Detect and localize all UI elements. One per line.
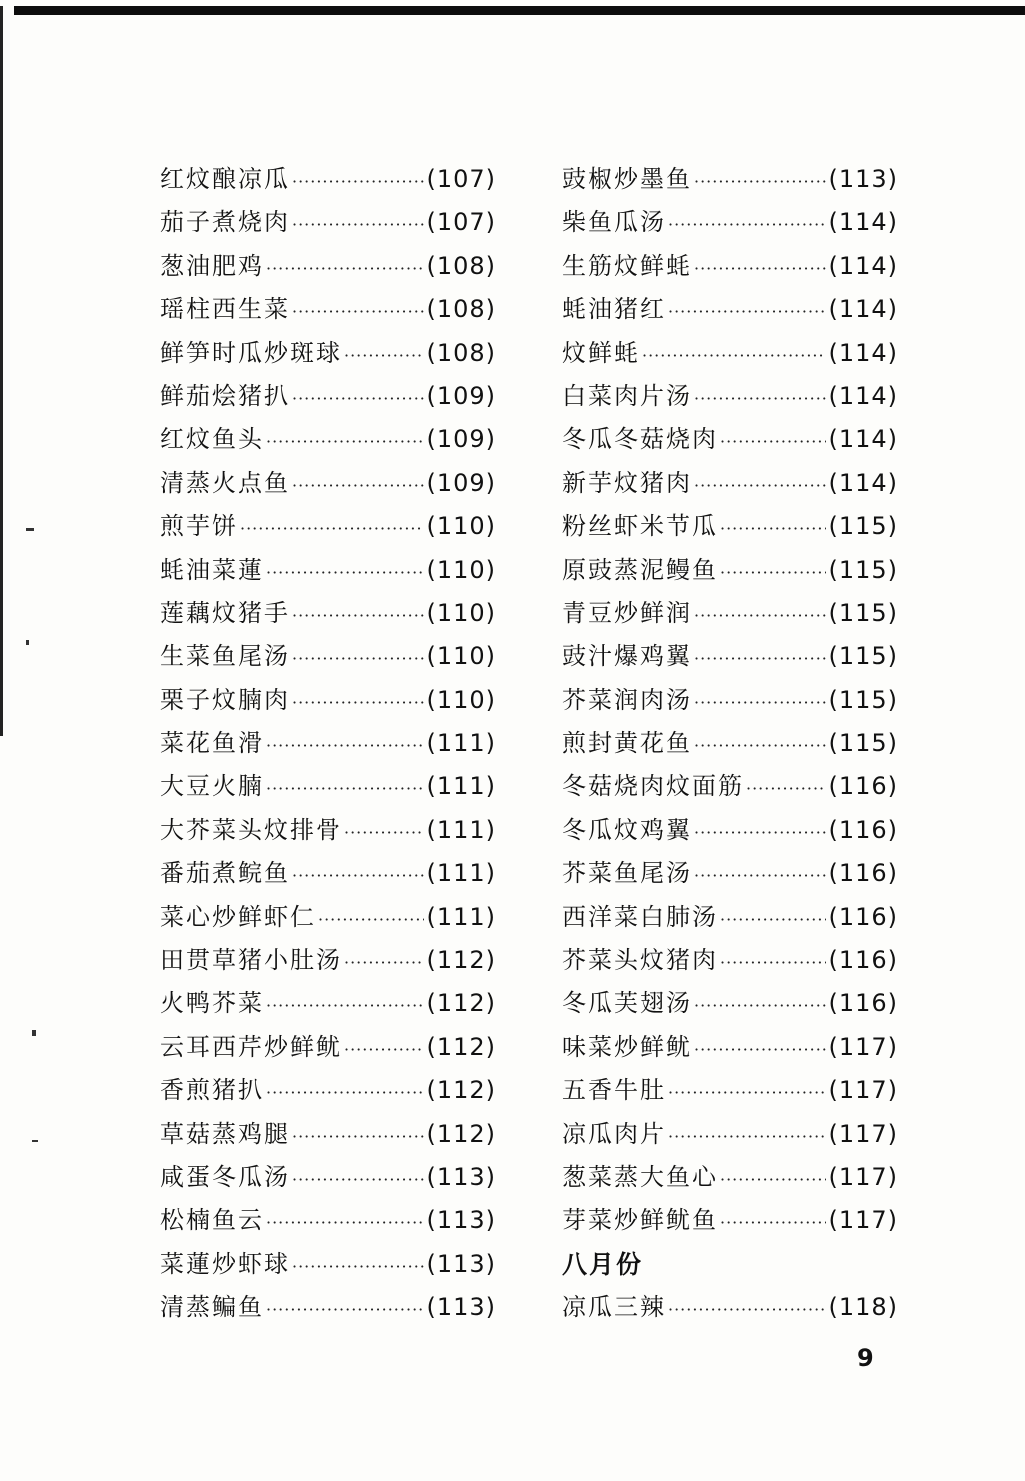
- toc-entry-page: (108): [426, 251, 496, 280]
- toc-entry-title: 番茄煮鲩鱼: [160, 859, 290, 888]
- toc-entry[interactable]: [562, 375, 898, 418]
- toc-entry[interactable]: [160, 939, 496, 982]
- toc-entry-page: (109): [426, 381, 496, 410]
- toc-entry-page: (113): [426, 1293, 496, 1322]
- toc-entry-page: (110): [426, 555, 496, 584]
- scan-speck: [32, 1030, 36, 1036]
- left-binding-rule: [0, 6, 3, 736]
- toc-entry-title: 原豉蒸泥鳗鱼: [562, 555, 718, 584]
- scan-speck: [26, 640, 29, 645]
- toc-entry-page: (116): [828, 772, 898, 801]
- toc-entry[interactable]: [160, 1069, 496, 1112]
- toc-entry-page: (113): [426, 1206, 496, 1235]
- toc-entry[interactable]: [160, 1156, 496, 1199]
- dot-leader: [266, 420, 424, 463]
- section-heading-august: 八月份: [562, 1249, 644, 1279]
- toc-entry-page: (108): [426, 338, 496, 367]
- toc-entry-page: (114): [828, 338, 898, 367]
- toc-entry-page: (111): [426, 902, 496, 931]
- dot-leader: [694, 854, 826, 897]
- dot-leader: [694, 464, 826, 507]
- toc-entry-page: (113): [828, 165, 898, 193]
- toc-entry-page: (114): [828, 208, 898, 237]
- toc-entry-title: 葱菜蒸大鱼心: [562, 1162, 718, 1191]
- toc-entry-title: 红炆酿凉瓜: [160, 165, 290, 193]
- dot-leader: [266, 1288, 424, 1331]
- toc-entry-page: (116): [828, 946, 898, 975]
- toc-entry-title: 豉椒炒墨鱼: [562, 165, 692, 193]
- scan-speck: [26, 528, 34, 531]
- toc-entry-page: (113): [426, 1162, 496, 1191]
- toc-right-entries: [562, 158, 898, 1243]
- toc-entry[interactable]: [562, 1026, 898, 1069]
- toc-entry-title: 芥菜润肉汤: [562, 685, 692, 714]
- toc-entry[interactable]: [562, 1286, 898, 1329]
- dot-leader: [266, 247, 424, 290]
- toc-entry-title: 生筋炆鲜蚝: [562, 251, 692, 280]
- toc-entry-page: (109): [426, 425, 496, 454]
- toc-entry-page: (111): [426, 815, 496, 844]
- toc-entry-title: 冬瓜冬菇烧肉: [562, 425, 718, 454]
- toc-entry[interactable]: [562, 896, 898, 939]
- toc-entry-page: (114): [828, 425, 898, 454]
- dot-leader: [344, 334, 424, 377]
- toc-entry[interactable]: [562, 245, 898, 288]
- toc-entry-title: 草菇蒸鸡腿: [160, 1119, 290, 1148]
- toc-entry-page: (115): [828, 685, 898, 714]
- toc-entry[interactable]: [562, 288, 898, 331]
- toc-entry-page: (108): [426, 295, 496, 324]
- toc-entry-title: 西洋菜白肺汤: [562, 902, 718, 931]
- toc-entry[interactable]: [562, 765, 898, 808]
- toc-entry-page: (114): [828, 251, 898, 280]
- toc-entry-page: (112): [426, 1119, 496, 1148]
- toc-entry-page: (109): [426, 468, 496, 497]
- toc-entry[interactable]: [562, 462, 898, 505]
- toc-entry-title: 生菜鱼尾汤: [160, 642, 290, 671]
- dot-leader: [694, 724, 826, 767]
- dot-leader: [240, 507, 424, 550]
- toc-entry-title: 松楠鱼云: [160, 1206, 264, 1235]
- toc-entry[interactable]: [160, 505, 496, 548]
- toc-entry-page: (114): [828, 381, 898, 410]
- dot-leader: [292, 594, 424, 637]
- toc-entry-title: 凉瓜三辣: [562, 1293, 666, 1322]
- toc-entry[interactable]: [160, 722, 496, 765]
- dot-leader: [668, 1115, 826, 1158]
- dot-leader: [720, 941, 826, 984]
- toc-entry[interactable]: [562, 592, 898, 635]
- toc-entry-page: (115): [828, 642, 898, 671]
- toc-entry-page: (117): [828, 1076, 898, 1105]
- dot-leader: [720, 898, 826, 941]
- toc-right-column: [562, 158, 898, 1330]
- dot-leader: [668, 290, 826, 333]
- scan-speck: [32, 1140, 38, 1142]
- toc-entry-title: 菜蓮炒虾球: [160, 1249, 290, 1278]
- dot-leader: [292, 290, 424, 333]
- toc-entry-title: 芥菜头炆猪肉: [562, 946, 718, 975]
- dot-leader: [746, 767, 826, 810]
- dot-leader: [668, 203, 826, 246]
- dot-leader: [292, 637, 424, 680]
- toc-entry-title: 冬瓜芙翅汤: [562, 989, 692, 1018]
- toc-entry[interactable]: [160, 1286, 496, 1329]
- dot-leader: [292, 1158, 424, 1201]
- dot-leader: [694, 681, 826, 724]
- toc-entry-page: (114): [828, 295, 898, 324]
- toc-entry-title: 蚝油菜蓮: [160, 555, 264, 584]
- dot-leader: [292, 681, 424, 724]
- toc-entry-title: 豉汁爆鸡翼: [562, 642, 692, 671]
- toc-entry-page: (112): [426, 1076, 496, 1105]
- toc-entry-page: (116): [828, 989, 898, 1018]
- toc-entry-page: (111): [426, 772, 496, 801]
- toc-entry-title: 咸蛋冬瓜汤: [160, 1162, 290, 1191]
- toc-entry[interactable]: [160, 852, 496, 895]
- page-number: 9: [857, 1344, 874, 1372]
- toc-entry-title: 栗子炆腩肉: [160, 685, 290, 714]
- toc-entry[interactable]: [562, 809, 898, 852]
- toc-entry[interactable]: [160, 332, 496, 375]
- toc-entry[interactable]: [160, 288, 496, 331]
- toc-entry[interactable]: [160, 896, 496, 939]
- toc-entry[interactable]: [562, 332, 898, 375]
- toc-entry-page: (114): [828, 468, 898, 497]
- dot-leader: [694, 811, 826, 854]
- toc-entry-page: (117): [828, 1206, 898, 1235]
- dot-leader: [266, 767, 424, 810]
- toc-entry-title: 鲜茄烩猪扒: [160, 381, 290, 410]
- dot-leader: [344, 1028, 424, 1071]
- dot-leader: [720, 1201, 826, 1244]
- toc-entry-page: (118): [828, 1293, 898, 1322]
- toc-entry-title: 清蒸鳊鱼: [160, 1293, 264, 1322]
- toc-entry[interactable]: [562, 939, 898, 982]
- toc-entry-page: (115): [828, 555, 898, 584]
- dot-leader: [694, 247, 826, 290]
- toc-entry-page: (116): [828, 859, 898, 888]
- toc-entry[interactable]: [562, 1113, 898, 1156]
- toc-entry[interactable]: [562, 722, 898, 765]
- toc-entry[interactable]: [160, 592, 496, 635]
- dot-leader: [344, 941, 424, 984]
- toc-entry[interactable]: [160, 375, 496, 418]
- toc-entry[interactable]: [562, 158, 898, 201]
- toc-entry-title: 菜花鱼滑: [160, 729, 264, 758]
- dot-leader: [720, 1158, 826, 1201]
- dot-leader: [668, 1071, 826, 1114]
- toc-entry-page: (116): [828, 815, 898, 844]
- dot-leader: [720, 551, 826, 594]
- toc-entry-title: 冬菇烧肉炆面筋: [562, 772, 744, 801]
- toc-entry[interactable]: [562, 201, 898, 244]
- dot-leader: [694, 1028, 826, 1071]
- toc-entry-page: (107): [426, 208, 496, 237]
- toc-entry-title: 柴鱼瓜汤: [562, 208, 666, 237]
- toc-entry-title: 田贯草猪小肚汤: [160, 946, 342, 975]
- toc-entry-page: (110): [426, 642, 496, 671]
- toc-entry-page: (117): [828, 1119, 898, 1148]
- toc-entry-page: (111): [426, 859, 496, 888]
- toc-entry-page: (115): [828, 512, 898, 541]
- toc-entry-title: 大豆火腩: [160, 772, 264, 801]
- dot-leader: [694, 377, 826, 420]
- toc-entry[interactable]: [160, 418, 496, 461]
- toc-entry[interactable]: [160, 462, 496, 505]
- toc-entry-title: 煎芋饼: [160, 512, 238, 541]
- toc-entry-title: 红炆鱼头: [160, 425, 264, 454]
- toc-entry-title: 凉瓜肉片: [562, 1119, 666, 1148]
- toc-entry[interactable]: [562, 1069, 898, 1112]
- toc-entry-page: (112): [426, 1032, 496, 1061]
- toc-entry[interactable]: [160, 635, 496, 678]
- toc-entry-title: 煎封黄花鱼: [562, 729, 692, 758]
- toc-entry[interactable]: [562, 505, 898, 548]
- toc-entry-title: 瑶柱西生菜: [160, 295, 290, 324]
- toc-entry-title: 五香牛肚: [562, 1076, 666, 1105]
- toc-entry[interactable]: [160, 982, 496, 1025]
- toc-entry[interactable]: [160, 158, 496, 201]
- dot-leader: [642, 334, 826, 377]
- toc-entry-title: 芽菜炒鲜鱿鱼: [562, 1206, 718, 1235]
- toc-entry-title: 炆鲜蚝: [562, 338, 640, 367]
- toc-entry-page: (110): [426, 598, 496, 627]
- dot-leader: [292, 464, 424, 507]
- dot-leader: [694, 984, 826, 1027]
- toc-entry[interactable]: [160, 809, 496, 852]
- toc-entry-page: (113): [426, 1249, 496, 1278]
- toc-entry-title: 芥菜鱼尾汤: [562, 859, 692, 888]
- dot-leader: [694, 160, 826, 203]
- toc-entry-page: (107): [426, 165, 496, 193]
- toc-entry[interactable]: [562, 1199, 898, 1242]
- toc-entry[interactable]: [562, 635, 898, 678]
- toc-entry-title: 清蒸火点鱼: [160, 468, 290, 497]
- toc-entry-page: (117): [828, 1032, 898, 1061]
- toc-entry[interactable]: [160, 549, 496, 592]
- toc-entry[interactable]: [562, 418, 898, 461]
- dot-leader: [266, 724, 424, 767]
- dot-leader: [292, 203, 424, 246]
- toc-entry-title: 菜心炒鲜虾仁: [160, 902, 316, 931]
- top-rule: [14, 6, 1025, 15]
- toc-left-column: [160, 158, 496, 1330]
- dot-leader: [694, 637, 826, 680]
- toc-entry-page: (110): [426, 685, 496, 714]
- dot-leader: [318, 898, 424, 941]
- dot-leader: [266, 551, 424, 594]
- dot-leader: [668, 1288, 826, 1331]
- dot-leader: [292, 160, 424, 203]
- toc-entry[interactable]: [160, 245, 496, 288]
- toc-entry-title: 味菜炒鲜鱿: [562, 1032, 692, 1061]
- toc-entry-page: (111): [426, 729, 496, 758]
- toc-entry-page: (116): [828, 902, 898, 931]
- dot-leader: [292, 854, 424, 897]
- toc-entry-page: (117): [828, 1162, 898, 1191]
- toc-entry[interactable]: [160, 1243, 496, 1286]
- toc-entry-title: 鲜笋时瓜炒斑球: [160, 338, 342, 367]
- toc-entry-title: 新芋炆猪肉: [562, 468, 692, 497]
- toc-right-entries-after-heading: [562, 1286, 898, 1329]
- toc-entry-title: 白菜肉片汤: [562, 381, 692, 410]
- toc-entry-title: 青豆炒鲜润: [562, 598, 692, 627]
- dot-leader: [292, 377, 424, 420]
- toc-entry-title: 莲藕炆猪手: [160, 598, 290, 627]
- toc-entry[interactable]: [562, 982, 898, 1025]
- toc-entry-title: 茄子煮烧肉: [160, 208, 290, 237]
- toc-entry-title: 火鸭芥菜: [160, 989, 264, 1018]
- dot-leader: [720, 507, 826, 550]
- toc-entry[interactable]: [160, 201, 496, 244]
- dot-leader: [344, 811, 424, 854]
- toc-entry-page: (112): [426, 946, 496, 975]
- toc-entry-title: 蚝油猪红: [562, 295, 666, 324]
- toc-entry-title: 云耳西芹炒鲜鱿: [160, 1032, 342, 1061]
- toc-entry[interactable]: [562, 852, 898, 895]
- dot-leader: [292, 1115, 424, 1158]
- toc-entry[interactable]: [562, 679, 898, 722]
- toc-entry-title: 大芥菜头炆排骨: [160, 815, 342, 844]
- toc-entry-page: (115): [828, 729, 898, 758]
- dot-leader: [292, 1245, 424, 1288]
- toc-entry-page: (115): [828, 598, 898, 627]
- toc-entry-page: (110): [426, 512, 496, 541]
- toc-entry-title: 冬瓜炆鸡翼: [562, 815, 692, 844]
- toc-entry-title: 香煎猪扒: [160, 1076, 264, 1105]
- toc-entry[interactable]: [562, 1156, 898, 1199]
- toc-entry[interactable]: [160, 1026, 496, 1069]
- dot-leader: [720, 420, 826, 463]
- toc-entry-title: 粉丝虾米节瓜: [562, 512, 718, 541]
- toc-entry[interactable]: [562, 549, 898, 592]
- toc-entry-page: (112): [426, 989, 496, 1018]
- toc-entry-title: 葱油肥鸡: [160, 251, 264, 280]
- dot-leader: [266, 1201, 424, 1244]
- toc-entry[interactable]: [160, 679, 496, 722]
- toc-entry[interactable]: [160, 1199, 496, 1242]
- dot-leader: [266, 1071, 424, 1114]
- toc-entry[interactable]: [160, 1113, 496, 1156]
- dot-leader: [266, 984, 424, 1027]
- toc-entry[interactable]: [160, 765, 496, 808]
- dot-leader: [694, 594, 826, 637]
